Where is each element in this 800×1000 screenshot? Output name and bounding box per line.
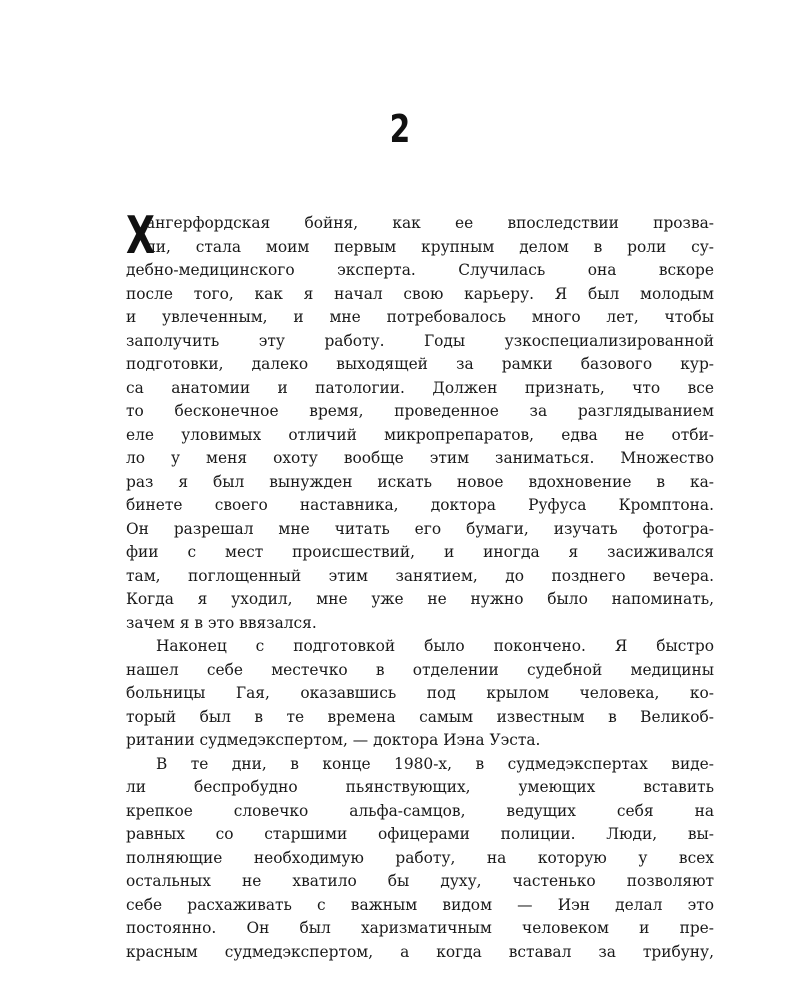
text-line-content: ангерфордская бойня, как ее впоследствии прозва- xyxy=(146,214,714,232)
text-line: Наконец с подготовкой было покончено. Я быстро xyxy=(156,637,714,655)
text-line: еле уловимых отличий микропрепаратов, едва не отби- xyxy=(126,425,714,444)
text-line: фии с мест происшествий, и иногда я засиживался xyxy=(126,543,714,561)
text-line: крепкое словечко альфа-самцов, ведущих себя на xyxy=(126,801,714,820)
text-line: то бесконечное время, проведенное за разглядыванием xyxy=(126,402,714,420)
text-line: зачем я в это ввязался. xyxy=(126,613,317,632)
text-line: подготовки, далеко выходящей за рамки базового кур- xyxy=(126,355,714,373)
text-line: Когда я уходил, мне уже не нужно было напоминать, xyxy=(126,590,714,608)
text-line: полняющие необходимую работу, на которую у всех xyxy=(126,848,714,867)
text-line: после того, как я начал свою карьеру. Я был молодым xyxy=(126,284,714,303)
paragraph-2 xyxy=(126,635,714,753)
text-line: заполучить эту работу. Годы узкоспециализированной xyxy=(126,331,714,350)
text-line: дебно-медицинского эксперта. Случилась она вскоре xyxy=(126,261,714,279)
chapter-number: 2 xyxy=(389,107,411,151)
text-line: равных со старшими офицерами полиции. Люди, вы- xyxy=(126,825,714,843)
text-line: и увлеченным, и мне потребовалось много лет, чтобы xyxy=(126,308,714,326)
text-line: В те дни, в конце 1980-х, в судмедэкспертах виде- xyxy=(156,754,714,773)
text-line: красным судмедэкспертом, а когда вставал за трибуну, xyxy=(126,942,714,961)
text-line: бинете своего наставника, доктора Руфуса Кромптона. xyxy=(126,496,714,514)
text-line: там, поглощенный этим занятием, до позднего вечера. xyxy=(126,566,714,585)
drop-cap: Х xyxy=(126,206,155,266)
text-line: ли беспробудно пьянствующих, умеющих вставить xyxy=(126,778,714,796)
text-line: Он разрешал мне читать его бумаги, изучать фотогра- xyxy=(126,519,714,538)
text-line: нашел себе местечко в отделении судебной медицины xyxy=(126,660,714,679)
body-text xyxy=(126,206,714,964)
text-line: ли, стала моим первым крупным делом в роли су- xyxy=(146,237,714,256)
paragraph-1 xyxy=(126,206,714,635)
text-line: ло у меня охоту вообще этим заниматься. Множество xyxy=(126,449,714,467)
text-line: больницы Гая, оказавшись под крылом человека, ко- xyxy=(126,684,714,702)
text-line: постоянно. Он был харизматичным человеком и пре- xyxy=(126,919,714,937)
text-line: са анатомии и патологии. Должен признать, что все xyxy=(126,378,714,397)
text-line: себе расхаживать с важным видом — Иэн делал это xyxy=(126,895,714,914)
text-line: раз я был вынужден искать новое вдохновение в ка- xyxy=(126,472,714,491)
text-line: остальных не хватило бы духу, частенько позволяют xyxy=(126,872,714,890)
paragraph-3 xyxy=(126,753,714,965)
text-line: ритании судмедэкспертом, — доктора Иэна Уэста. xyxy=(126,731,541,749)
text-line: торый был в те времена самым известным в Великоб- xyxy=(126,707,714,726)
